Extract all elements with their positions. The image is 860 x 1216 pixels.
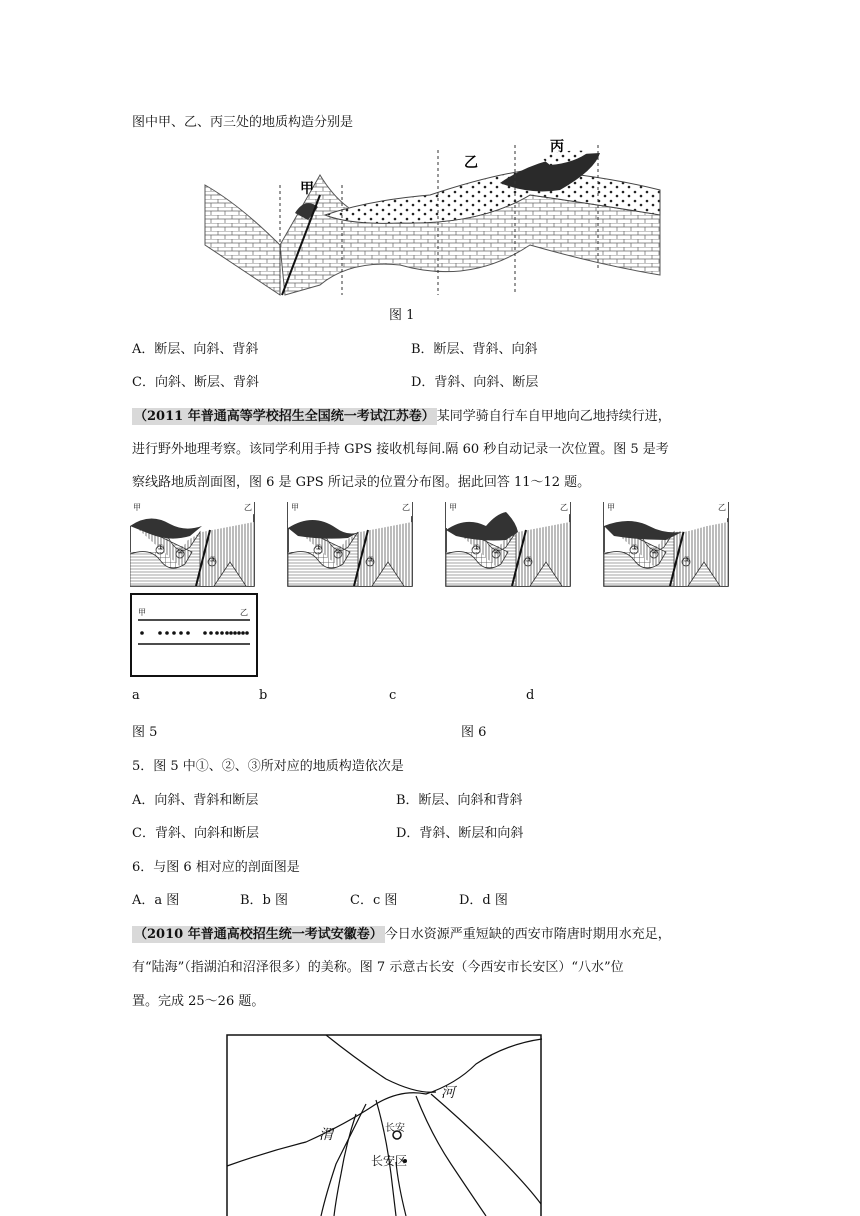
q1-option-d: D．背斜、向斜、断层: [411, 375, 539, 390]
map-label-changan-qu: 长安区: [371, 1154, 408, 1168]
label-bing: 丙: [550, 139, 564, 155]
q5-stem: 5．图 5 中①、②、③所对应的地质构造依次是: [132, 759, 404, 774]
panel-b-layer-2: ②: [335, 547, 343, 556]
panel-d-layer-1: ①: [631, 543, 639, 552]
figure-1-geologic-section: [200, 135, 664, 299]
q1-stem: 图中甲、乙、丙三处的地质构造分别是: [132, 115, 354, 130]
q2-source: （2011 年普通高等学校招生全国统一考试江苏卷）: [134, 409, 435, 424]
q2-intro-2: 进行野外地理考察。该同学利用手持 GPS 接收机每间.隔 60 秒自动记录一次位置。图 5 是考: [132, 442, 669, 457]
panel-a-yi: 乙: [244, 503, 252, 512]
panel-c-yi: 乙: [560, 503, 568, 512]
panel-d-layer-2: ②: [651, 547, 659, 556]
q5-option-a: A．向斜、背斜和断层: [132, 793, 259, 808]
panel-c-layer-2: ②: [493, 547, 501, 556]
panel-a-jia: 甲: [133, 503, 141, 512]
label-jia: 甲: [300, 181, 314, 197]
q3-source: （2010 年普通高校招生统一考试安徽卷）: [134, 927, 383, 942]
map-label-he: 河: [441, 1085, 455, 1101]
q3-intro-1: 今日水资源严重短缺的西安市隋唐时期用水充足，: [384, 927, 671, 942]
panel-a-layer-2: ②: [177, 547, 185, 556]
map-label-changan: 长安: [385, 1123, 405, 1134]
figure-5-sections: [130, 502, 730, 588]
panel-b-layer-3: ③: [367, 555, 375, 564]
panel-d-layer-3: ③: [683, 555, 691, 564]
sub-label-c: c: [389, 688, 397, 703]
q5-option-c: C．背斜、向斜和断层: [132, 826, 259, 841]
figure-5-caption: 图 5: [132, 725, 158, 740]
panel-c-layer-3: ③: [525, 555, 533, 564]
q6-stem: 6．与图 6 相对应的剖面图是: [132, 860, 300, 875]
gps-label-yi: 乙: [240, 608, 248, 617]
q6-option-c: C．c 图: [350, 893, 398, 908]
figure-6-caption: 图 6: [461, 725, 487, 740]
q6-option-d: D．d 图: [459, 893, 508, 908]
q6-option-b: B．b 图: [240, 893, 289, 908]
sub-label-d: d: [526, 688, 535, 703]
panel-a-layer-3: ③: [209, 555, 217, 564]
sub-label-b: b: [259, 688, 268, 703]
q1-option-a: A．断层、向斜、背斜: [132, 342, 259, 357]
panel-b-layer-1: ①: [315, 543, 323, 552]
q2-intro-3: 察线路地质剖面图，图 6 是 GPS 所记录的位置分布图。据此回答 11～12 题。: [132, 475, 591, 490]
panel-b-jia: 甲: [291, 503, 299, 512]
figure-1-caption: 图 1: [389, 308, 415, 323]
q1-option-b: B．断层、背斜、向斜: [411, 342, 538, 357]
sub-label-a: a: [132, 688, 140, 703]
q6-option-a: A．a 图: [132, 893, 180, 908]
q5-option-d: D．背斜、断层和向斜: [396, 826, 524, 841]
q5-option-b: B．断层、向斜和背斜: [396, 793, 523, 808]
panel-c-jia: 甲: [449, 503, 457, 512]
q1-option-c: C．向斜、断层、背斜: [132, 375, 259, 390]
q3-intro-3: 置。完成 25～26 题。: [132, 994, 265, 1009]
panel-a-layer-1: ①: [157, 543, 165, 552]
panel-d-jia: 甲: [607, 503, 615, 512]
q3-intro-2: 有“陆海”（指湖泊和沼泽很多）的美称。图 7 示意古长安（今西安市长安区）“八水”位: [132, 960, 624, 975]
panel-b-yi: 乙: [402, 503, 410, 512]
panel-d-yi: 乙: [718, 503, 726, 512]
gps-label-jia: 甲: [138, 608, 146, 617]
figure-6-gps-track: [130, 593, 258, 677]
panel-c-layer-1: ①: [473, 543, 481, 552]
map-label-wei: 渭: [319, 1127, 333, 1143]
q2-intro-1: 某同学骑自行车自甲地向乙地持续行进，: [436, 409, 671, 424]
label-yi: 乙: [464, 155, 478, 171]
